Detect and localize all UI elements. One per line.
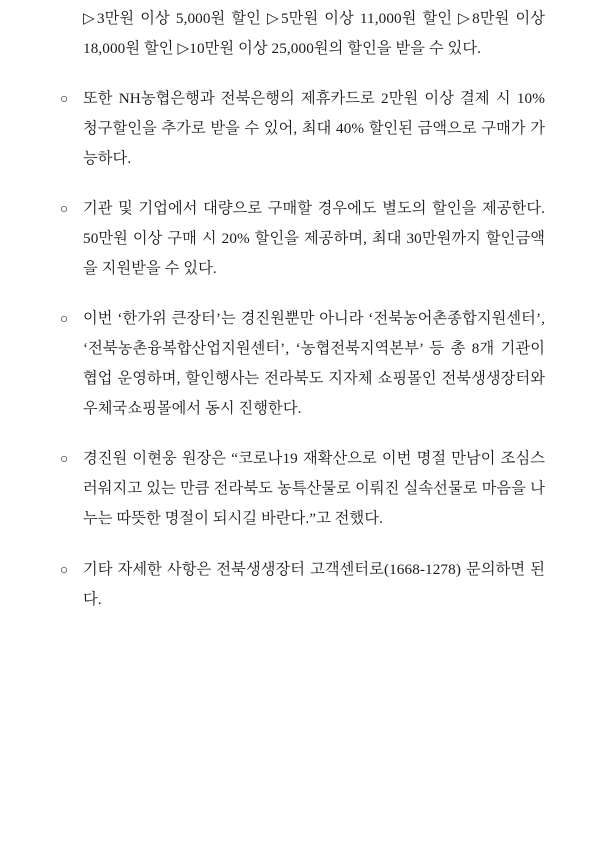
bullet-text-bulk-purchase: 기관 및 기업에서 대량으로 구매할 경우에도 별도의 할인을 제공한다. 50만원 이상 구매 시 20% 할인을 제공하며, 최대 30만원까지 할인금액을 지원받을 수 있다. — [83, 200, 545, 277]
bullet-text-contact: 기타 자세한 사항은 전북생생장터 고객센터로(1668-1278) 문의하면 된다. — [83, 561, 545, 608]
bullet-item-contact — [60, 555, 545, 615]
continuation-paragraph: ▷3만원 이상 5,000원 할인 ▷5만원 이상 11,000원 할인 ▷8만원 이상 18,000원 할인 ▷10만원 이상 25,000원의 할인을 받을 수 있다. — [83, 10, 545, 57]
bullet-item-bulk-purchase — [60, 194, 545, 284]
bullet-item-director-quote — [60, 444, 545, 534]
bullet-text-card-discount: 또한 NH농협은행과 전북은행의 제휴카드로 2만원 이상 결제 시 10% 청구할인을 추가로 받을 수 있어, 최대 40% 할인된 금액으로 구매가 가능하다. — [83, 90, 545, 167]
bullet-item-card-discount — [60, 84, 545, 174]
bullet-item-organizations — [60, 304, 545, 424]
circle-bullet-icon: ○ — [60, 451, 69, 466]
document-body — [60, 0, 545, 615]
bullet-text-director-quote: 경진원 이현웅 원장은 “코로나19 재확산으로 이번 명절 만남이 조심스러워지고 있는 만큼 전라북도 농특산물로 이뤄진 실속선물로 마음을 나누는 따뜻한 명절이 되시길 바란다.”고 전했다. — [83, 450, 545, 527]
circle-bullet-icon: ○ — [60, 91, 69, 106]
circle-bullet-icon: ○ — [60, 311, 69, 326]
circle-bullet-icon: ○ — [60, 562, 69, 577]
circle-bullet-icon: ○ — [60, 201, 69, 216]
bullet-text-organizations: 이번 ‘한가위 큰장터’는 경진원뿐만 아니라 ‘전북농어촌종합지원센터’, ‘전북농촌융복합산업지원센터’, ‘농협전북지역본부’ 등 총 8개 기관이 협업 운영하며, 할인행사는 전라북도 지자체 쇼핑몰인 전북생생장터와 우체국쇼핑몰에서 동시 진행한다. — [83, 310, 545, 417]
